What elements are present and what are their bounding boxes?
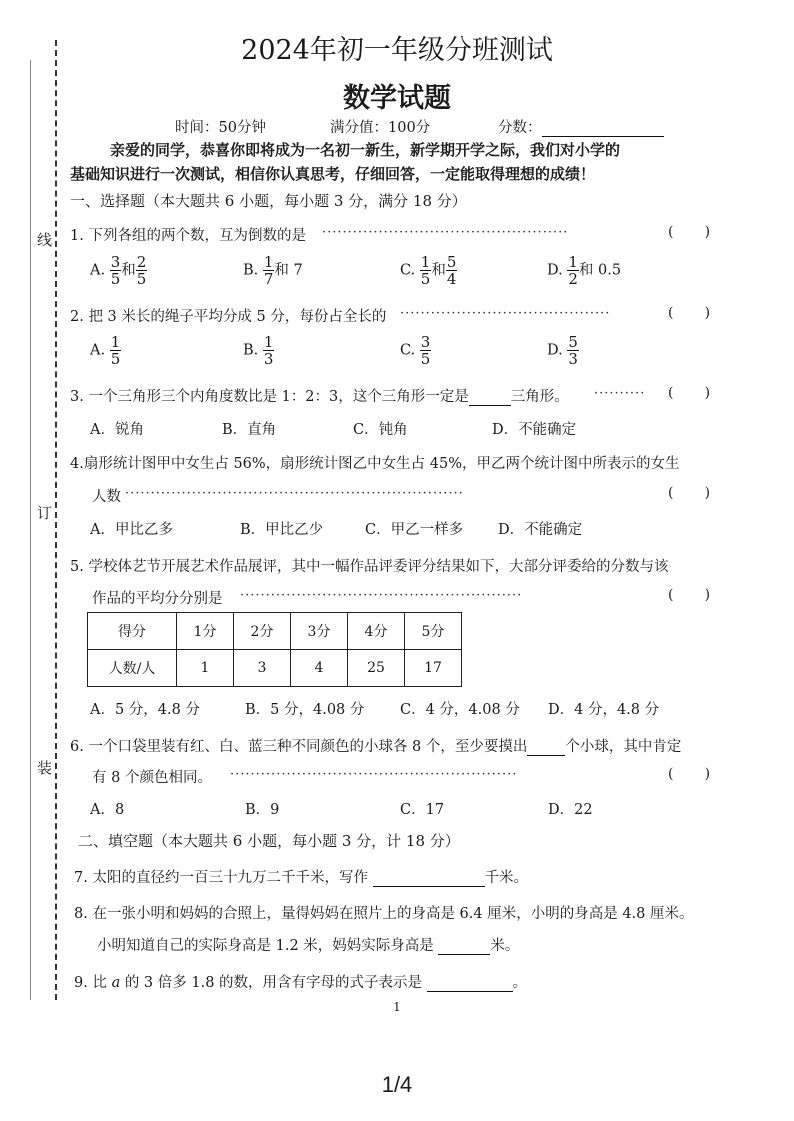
table-cell: 4分 <box>348 613 405 650</box>
question-4-line-2: 人数 <box>92 489 121 505</box>
q4-option-c: C．甲乙一样多 <box>365 522 464 538</box>
answer-paren: ( ) <box>668 766 711 782</box>
q2-option-c: C. $\frac{3}{5}$ <box>400 333 431 368</box>
exam-subtitle: 数学试题 <box>343 83 451 114</box>
full-score-label: 满分值：100分 <box>330 120 431 136</box>
answer-paren: ( ) <box>668 587 711 603</box>
question-7: 7. 太阳的直径约一百三十九万二千千米，写作 千米。 <box>74 870 529 886</box>
exam-title: 2024年初一年级分班测试 <box>241 35 553 66</box>
question-2: 2. 把 3 米长的绳子平均分成 5 分，每份占全长的 <box>70 309 387 325</box>
q2-option-d: D. $\frac{5}{3}$ <box>547 333 578 368</box>
table-cell: 25 <box>348 650 405 687</box>
q1-option-d: D. $\frac{1}{2}$ 和 0.5 <box>547 253 622 288</box>
table-cell: 2分 <box>234 613 291 650</box>
score-label: 分数： <box>498 116 664 137</box>
section-1-heading: 一、选择题（本大题共 6 小题，每小题 3 分，满分 18 分） <box>70 192 467 210</box>
score-table <box>87 612 462 687</box>
q4-option-d: D．不能确定 <box>498 522 583 538</box>
margin-label-ding: 订 <box>35 505 53 520</box>
question-1: 1. 下列各组的两个数，互为倒数的是 <box>70 228 306 244</box>
answer-paren: ( ) <box>668 305 711 321</box>
answer-paren: ( ) <box>668 224 711 240</box>
time-label: 时间：50分钟 <box>175 120 266 136</box>
intro-line-1: 亲爱的同学，恭喜你即将成为一名初一新生，新学期开学之际，我们对小学的 <box>110 141 621 159</box>
dot-leader: ························································ <box>230 767 518 782</box>
page-indicator: 1/4 <box>381 1072 413 1097</box>
q3-option-a: A．锐角 <box>90 422 144 438</box>
q3-option-d: D．不能确定 <box>492 422 577 438</box>
q5-option-c: C．4 分，4.08 分 <box>400 702 520 718</box>
table-cell: 17 <box>405 650 462 687</box>
q1-option-a: A. $\frac{3}{5}$ 和 $\frac{2}{5}$ <box>90 253 147 288</box>
answer-paren: ( ) <box>668 385 711 401</box>
question-8-line-2: 小明知道自己的实际身高是 1.2 米，妈妈实际身高是 米。 <box>97 938 520 954</box>
q5-option-b: B．5 分，4.08 分 <box>245 702 365 718</box>
q1-option-b: B. $\frac{1}{7}$ 和 7 <box>243 253 303 288</box>
dot-leader: ······················································· <box>240 588 523 603</box>
q6-option-d: D．22 <box>548 802 593 818</box>
question-4-line-1: 4.扇形统计图甲中女生占 56%，扇形统计图乙中女生占 45%，甲乙两个统计图中所表示的女生 <box>70 456 680 472</box>
question-6-line-1: 6. 一个口袋里装有红、白、蓝三种不同颜色的小球各 8 个，至少要摸出 个小球，其中肯定 <box>70 739 682 755</box>
table-cell: 得分 <box>88 613 177 650</box>
table-cell: 3分 <box>291 613 348 650</box>
question-5-line-2: 作品的平均分分别是 <box>92 591 223 607</box>
q3-option-b: B．直角 <box>222 422 277 438</box>
dot-leader: ········································· <box>400 306 611 321</box>
question-6-line-2: 有 8 个颜色相同。 <box>92 770 212 786</box>
dot-leader: ·································································· <box>125 486 464 501</box>
q6-option-b: B．9 <box>245 802 280 818</box>
q4-option-a: A．甲比乙多 <box>90 522 173 538</box>
binding-line-solid <box>30 60 31 1000</box>
q6-option-a: A．8 <box>90 802 125 818</box>
margin-label-xian: 线 <box>35 232 53 247</box>
q4-option-b: B．甲比乙少 <box>240 522 324 538</box>
q1-option-c: C. $\frac{1}{5}$ 和 $\frac{5}{4}$ <box>400 253 457 288</box>
table-cell: 5分 <box>405 613 462 650</box>
answer-paren: ( ) <box>668 485 711 501</box>
table-row <box>88 613 462 650</box>
table-cell: 3 <box>234 650 291 687</box>
q2-option-b: B. $\frac{1}{3}$ <box>243 333 274 368</box>
margin-label-zhuang: 装 <box>35 760 53 775</box>
question-9: 9. 比 a 的 3 倍多 1.8 的数，用含有字母的式子表示是 。 <box>74 975 528 991</box>
page-number: 1 <box>393 1000 401 1014</box>
table-cell: 4 <box>291 650 348 687</box>
dot-leader: ················································ <box>322 225 569 240</box>
table-cell: 1 <box>177 650 234 687</box>
q5-option-a: A．5 分，4.8 分 <box>90 702 200 718</box>
question-5-line-1: 5. 学校体艺节开展艺术作品展评，其中一幅作品评委评分结果如下，大部分评委给的分数与该 <box>70 559 669 575</box>
table-cell: 1分 <box>177 613 234 650</box>
dot-leader: ·········· <box>594 386 646 401</box>
q5-option-d: D．4 分，4.8 分 <box>548 702 660 718</box>
question-3: 3. 一个三角形三个内角度数比是 1：2：3，这个三角形一定是 三角形。 <box>70 389 569 405</box>
table-cell: 人数/人 <box>88 650 177 687</box>
section-2-heading: 二、填空题（本大题共 6 小题，每小题 3 分，计 18 分） <box>78 832 460 850</box>
question-8-line-1: 8. 在一张小明和妈妈的合照上，量得妈妈在照片上的身高是 6.4 厘米，小明的身高是 4.8 厘米。 <box>74 906 694 922</box>
q6-option-c: C．17 <box>400 802 445 818</box>
q2-option-a: A. $\frac{1}{5}$ <box>90 333 121 368</box>
intro-line-2: 基础知识进行一次测试，相信你认真思考，仔细回答，一定能取得理想的成绩！ <box>70 165 596 183</box>
table-row <box>88 650 462 687</box>
binding-line-dashed <box>55 40 57 1000</box>
q3-option-c: C．钝角 <box>353 422 408 438</box>
